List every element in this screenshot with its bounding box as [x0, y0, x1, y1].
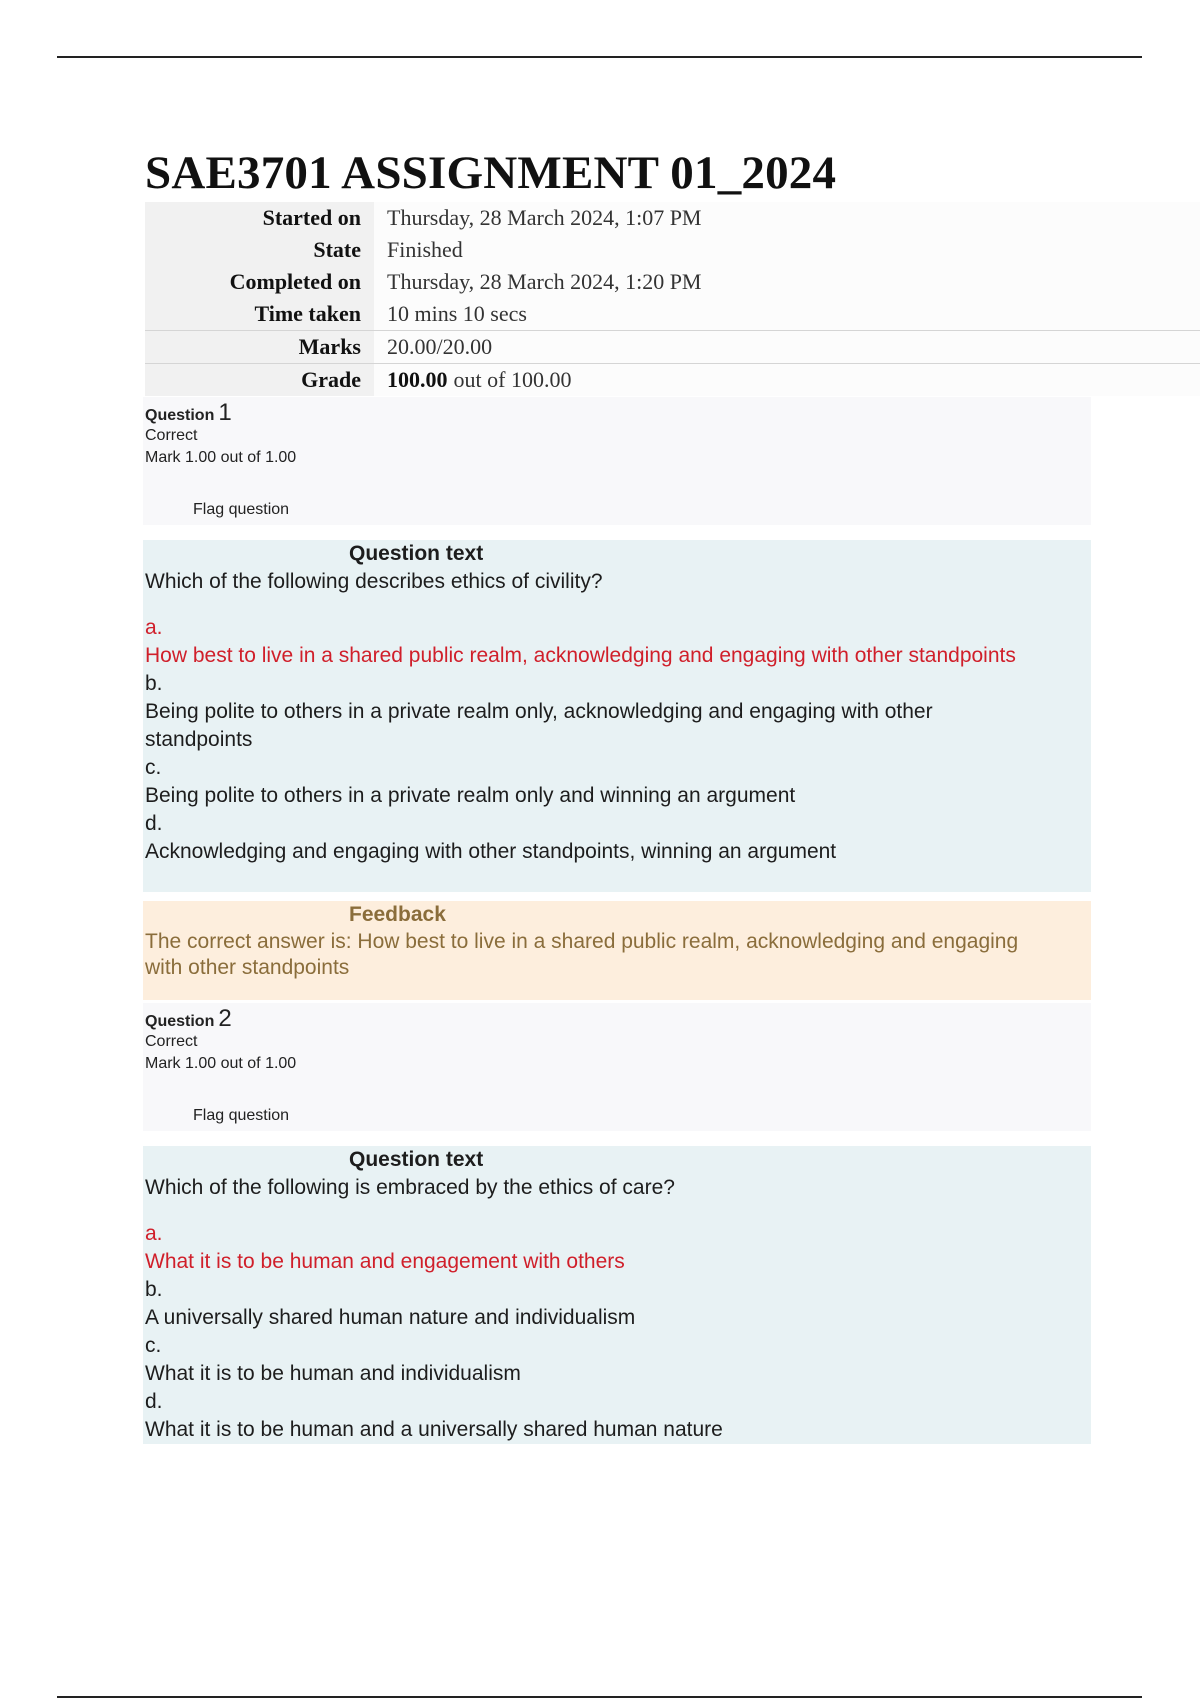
page-title: SAE3701 ASSIGNMENT 01_2024 [145, 147, 837, 199]
answer-options [145, 614, 1045, 866]
answer-option-a[interactable] [145, 614, 1045, 670]
summary-row-marks [145, 330, 1200, 363]
summary-row-state [145, 234, 1200, 266]
summary-label: Grade [145, 364, 374, 396]
summary-value [374, 364, 1200, 396]
option-letter: d. [145, 812, 163, 835]
question-number-value: 2 [218, 1005, 232, 1032]
summary-label: Started on [145, 202, 374, 234]
question-mark: Mark 1.00 out of 1.00 [145, 1055, 297, 1072]
option-text: How best to live in a shared public realm, acknowledging and engaging with other standpoints [145, 644, 1016, 667]
summary-row-completed [145, 266, 1200, 298]
bottom-divider [57, 1696, 1142, 1698]
summary-label: State [145, 234, 374, 266]
question-1-text [143, 540, 1091, 892]
question-state: Correct [145, 1033, 198, 1050]
attempt-summary-table [145, 202, 1200, 396]
question-prompt: Which of the following is embraced by the ethics of care? [145, 1176, 675, 1199]
question-prompt: Which of the following describes ethics of civility? [145, 570, 603, 593]
summary-label: Marks [145, 331, 374, 363]
option-letter: b. [145, 672, 163, 695]
question-label: Question [145, 407, 215, 424]
option-letter: c. [145, 756, 162, 779]
top-divider [57, 56, 1142, 58]
option-text: Being polite to others in a private realm only, acknowledging and engaging with other standpoints [145, 700, 933, 751]
option-letter: b. [145, 1278, 163, 1301]
question-2-text [143, 1146, 1091, 1444]
flag-question-link[interactable]: Flag question [193, 1107, 290, 1124]
option-letter: a. [145, 616, 163, 639]
option-text: What it is to be human and individualism [145, 1362, 521, 1385]
question-2-info [143, 1003, 1091, 1131]
option-letter: c. [145, 1334, 162, 1357]
summary-value: Thursday, 28 March 2024, 1:07 PM [374, 202, 1200, 234]
option-text: What it is to be human and engagement with others [145, 1250, 625, 1273]
summary-row-grade [145, 363, 1200, 396]
question-state: Correct [145, 427, 198, 444]
option-text: Being polite to others in a private realm only and winning an argument [145, 784, 796, 807]
question-text-heading: Question text [349, 1148, 484, 1171]
answer-option-c[interactable] [145, 754, 1045, 810]
question-number-value: 1 [218, 399, 232, 426]
answer-option-c[interactable] [145, 1332, 1045, 1388]
summary-row-time-taken [145, 298, 1200, 330]
option-letter: a. [145, 1222, 163, 1245]
option-text: What it is to be human and a universally shared human nature [145, 1418, 723, 1441]
answer-option-d[interactable] [145, 1388, 1045, 1444]
summary-value: Thursday, 28 March 2024, 1:20 PM [374, 266, 1200, 298]
option-letter: d. [145, 1390, 163, 1413]
question-number [145, 399, 232, 427]
question-1-feedback [143, 901, 1091, 1000]
answer-options [145, 1220, 1045, 1444]
summary-label: Completed on [145, 266, 374, 298]
question-label: Question [145, 1013, 215, 1030]
option-text: A universally shared human nature and individualism [145, 1306, 636, 1329]
summary-value: 20.00/20.00 [374, 331, 1200, 363]
question-mark: Mark 1.00 out of 1.00 [145, 449, 297, 466]
summary-value: Finished [374, 234, 1200, 266]
question-text-heading: Question text [349, 542, 484, 565]
summary-row-started [145, 202, 1200, 234]
flag-question-link[interactable]: Flag question [193, 501, 290, 518]
answer-option-b[interactable] [145, 1276, 1045, 1332]
feedback-heading: Feedback [349, 903, 446, 926]
feedback-text: The correct answer is: How best to live in a shared public realm, acknowledging and engaging with other standpoints [145, 930, 1019, 979]
answer-option-b[interactable] [145, 670, 1045, 754]
question-number [145, 1005, 232, 1033]
option-text: Acknowledging and engaging with other standpoints, winning an argument [145, 840, 837, 863]
summary-label: Time taken [145, 298, 374, 330]
answer-option-d[interactable] [145, 810, 1045, 866]
grade-total: out of 100.00 [453, 367, 572, 392]
question-1-info [143, 397, 1091, 525]
summary-value: 10 mins 10 secs [374, 298, 1200, 330]
answer-option-a[interactable] [145, 1220, 1045, 1276]
grade-score: 100.00 [387, 367, 448, 392]
